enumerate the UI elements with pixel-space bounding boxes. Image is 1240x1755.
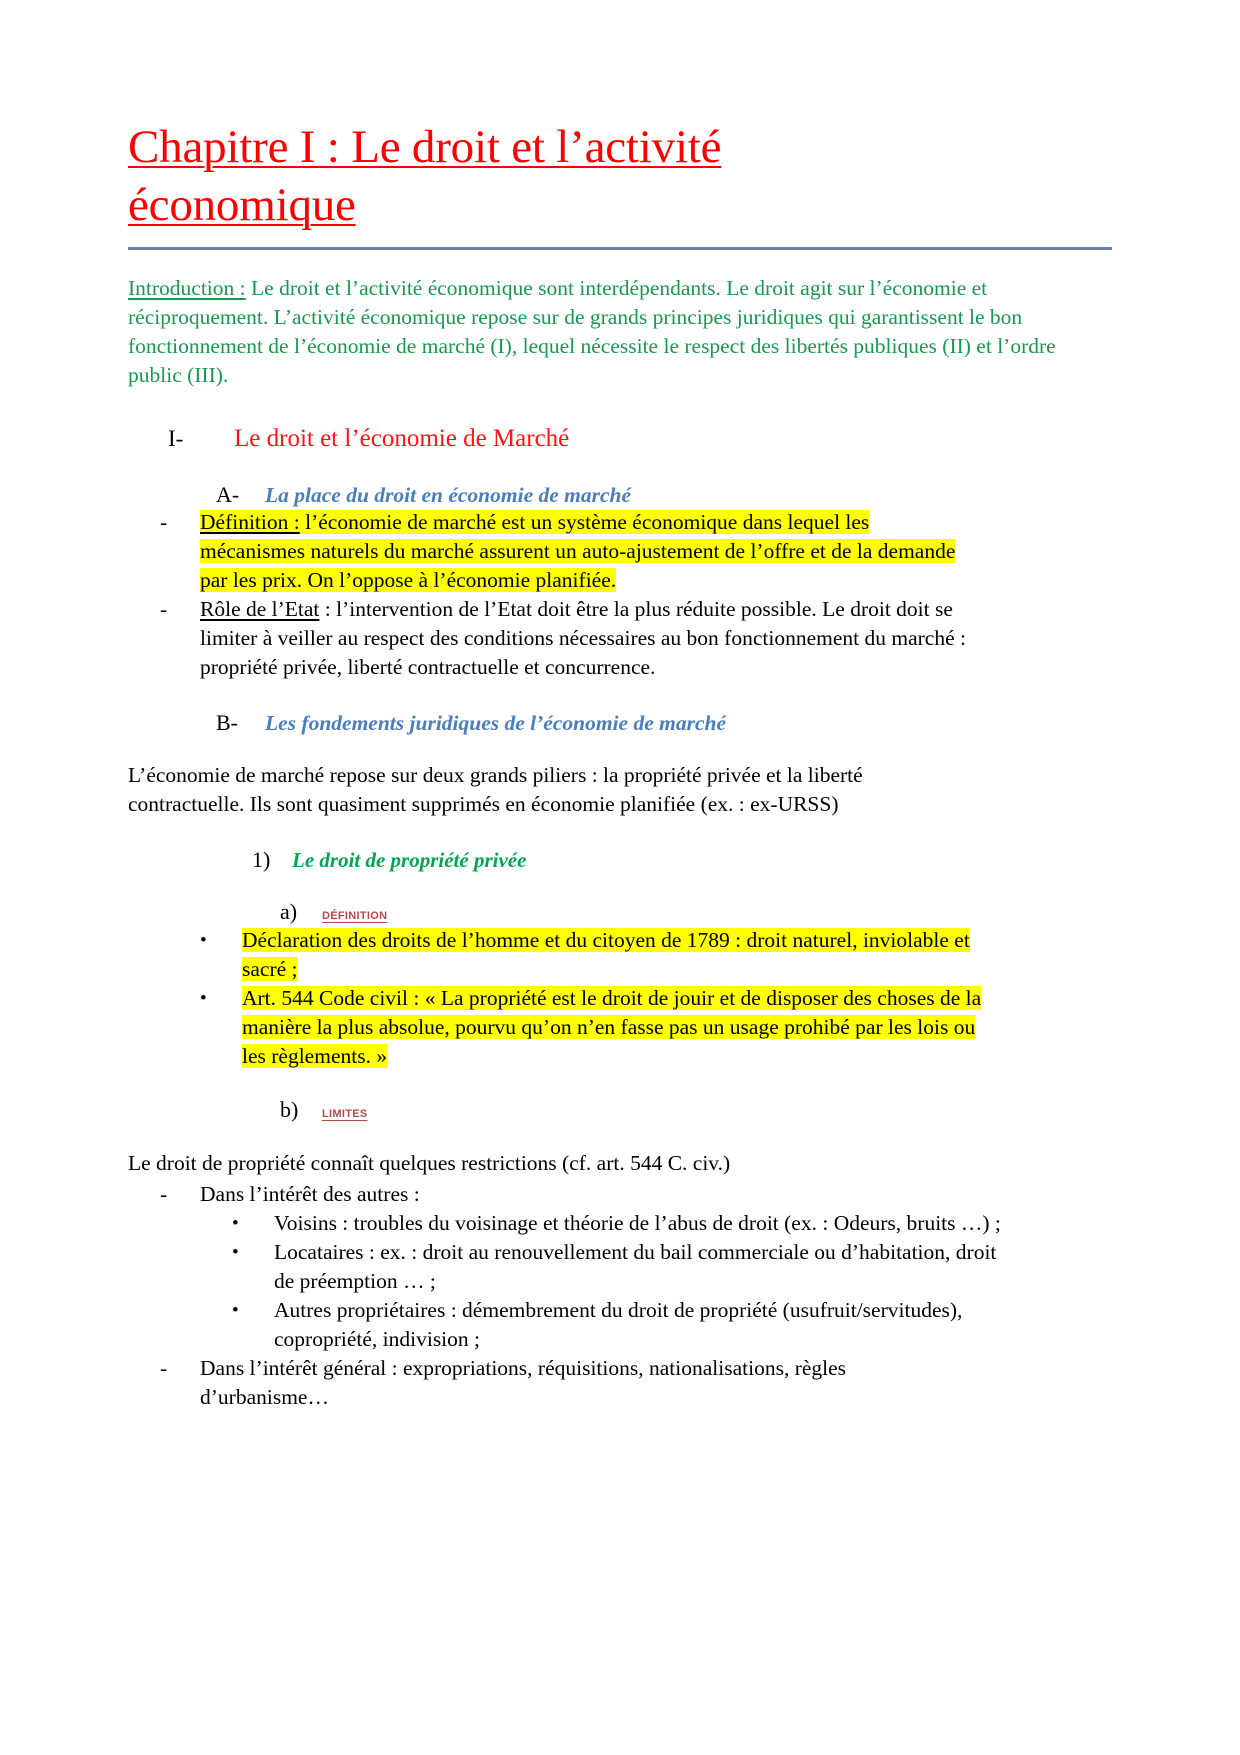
list-item xyxy=(128,926,1112,984)
bullet-marker: • xyxy=(232,1242,239,1263)
dash-marker: - xyxy=(160,510,168,534)
dash-marker: - xyxy=(160,1356,168,1380)
declaration-1789-text: Déclaration des droits de l’homme et du citoyen de 1789 : droit naturel, inviolable et sacré ; xyxy=(242,928,970,981)
dash-marker: - xyxy=(160,597,168,621)
list-item-content: Dans l’intérêt des autres : xyxy=(200,1182,420,1206)
list-item xyxy=(128,1209,1112,1238)
list-item xyxy=(128,595,1112,682)
list-item-content xyxy=(242,984,1002,1071)
list-item-content: Voisins : troubles du voisinage et théorie de l’abus de droit (ex. : Odeurs, bruits …) ; xyxy=(274,1211,1001,1235)
limites-list xyxy=(128,1180,1112,1412)
bullet-marker: • xyxy=(200,930,207,951)
list-item xyxy=(128,1180,1112,1209)
list-item-content xyxy=(242,926,1002,984)
list-item-content: Dans l’intérêt général : expropriations, réquisitions, nationalisations, règles d’urbanisme… xyxy=(200,1356,847,1409)
heading-subsection-A-marker: A- xyxy=(216,482,240,507)
heading-subsection-a-text: définition xyxy=(322,906,388,923)
heading-subsection-A-text: La place du droit en économie de marché xyxy=(265,483,632,507)
heading-subsection-a xyxy=(128,899,1112,926)
heading-subsection-B-text: Les fondements juridiques de l’économie de marché xyxy=(265,711,727,735)
list-item xyxy=(128,1238,1112,1296)
introduction-label: Introduction : xyxy=(128,276,246,300)
title-divider xyxy=(128,247,1112,250)
introduction-paragraph xyxy=(128,274,1112,390)
introduction-text: Le droit et l’activité économique sont interdépendants. Le droit agit sur l’économie et réciproquement. L’activité économique repose sur de grands principes juridiques qui garantissent le bon fonctionnement de l’économie de marché (I), lequel nécessite le respect des libertés publiques (II) et l’ordre public (III). xyxy=(128,276,1056,387)
heading-section-I-text: Le droit et l’économie de Marché xyxy=(234,425,570,452)
list-item xyxy=(128,1296,1112,1354)
page-title xyxy=(128,118,1112,234)
bullet-marker: • xyxy=(232,1300,239,1321)
heading-subsection-1-text: Le droit de propriété privée xyxy=(292,848,527,872)
list-item-content: Autres propriétaires : démembrement du droit de propriété (usufruit/servitudes), copropriété, indivision ; xyxy=(274,1298,963,1351)
heading-subsection-b-text: limites xyxy=(322,1104,368,1121)
page-title-line-1: Chapitre I : Le droit et l’activité xyxy=(128,121,722,173)
page-title-line-2: économique xyxy=(128,179,356,231)
art-544-text: Art. 544 Code civil : « La propriété est le droit de jouir et de disposer des choses de la manière la plus absolue, pourvu qu’on n’en fasse pas un usage prohibé par les lois ou les règlements. » xyxy=(242,986,982,1068)
list-item xyxy=(128,1354,1112,1412)
role-etat-label: Rôle de l’Etat xyxy=(200,597,320,621)
dash-marker: - xyxy=(160,1182,168,1206)
heading-section-I-marker: I- xyxy=(168,426,184,451)
section-A-list xyxy=(128,508,1112,682)
heading-subsection-1 xyxy=(128,847,1112,873)
heading-subsection-B xyxy=(128,710,1112,736)
heading-subsection-b-marker: b) xyxy=(280,1097,299,1122)
list-item-content xyxy=(200,508,960,595)
definition-bullet-list xyxy=(128,926,1112,1071)
heading-section-I xyxy=(128,424,1112,454)
bullet-marker: • xyxy=(232,1213,239,1234)
definition-label: Définition : xyxy=(200,510,300,534)
definition-text: l’économie de marché est un système économique dans lequel les mécanismes naturels du marché assurent un auto-ajustement de l’offre et de la demande par les prix. On l’oppose à l’économie planifiée. xyxy=(200,510,956,592)
bullet-marker: • xyxy=(200,988,207,1009)
role-etat-text: : l’intervention de l’Etat doit être la plus réduite possible. Le droit doit se limiter à veiller au respect des conditions nécessaires au bon fonctionnement du marché : propriété privée, liberté contractuelle et concurrence. xyxy=(200,597,966,679)
heading-subsection-B-marker: B- xyxy=(216,710,238,735)
list-item-content xyxy=(200,595,990,682)
list-item-content: Locataires : ex. : droit au renouvellement du bail commerciale ou d’habitation, droit de préemption … ; xyxy=(274,1240,997,1293)
list-item xyxy=(128,508,1112,595)
heading-subsection-a-marker: a) xyxy=(280,899,298,924)
section-B-intro-paragraph: L’économie de marché repose sur deux grands piliers : la propriété privée et la liberté contractuelle. Ils sont quasiment supprimés en économie planifiée (ex. : ex-URSS) xyxy=(128,763,863,816)
heading-subsection-A xyxy=(128,482,1112,508)
list-item xyxy=(128,984,1112,1071)
limites-lead-paragraph: Le droit de propriété connaît quelques restrictions (cf. art. 544 C. civ.) xyxy=(128,1151,731,1175)
heading-subsection-1-marker: 1) xyxy=(252,847,271,872)
heading-subsection-b xyxy=(128,1097,1112,1124)
